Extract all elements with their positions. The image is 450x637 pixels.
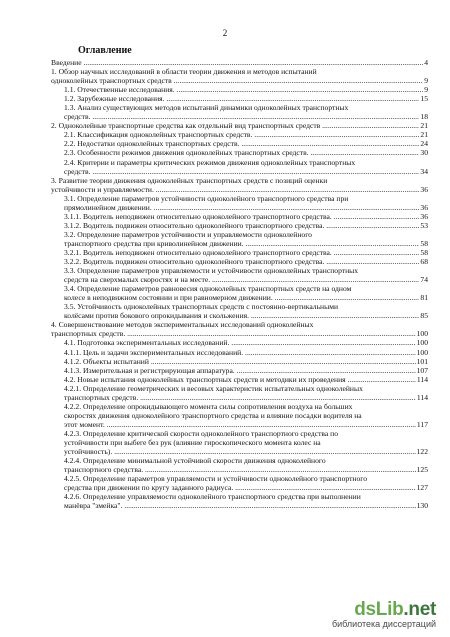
toc-entry[interactable]	[51, 366, 428, 375]
toc-entry-text: транспортного средства. .....	[64, 465, 428, 474]
toc-entry-page: 30	[420, 148, 428, 158]
toc-entry-text: транспортных средств. .....	[64, 393, 428, 402]
toc-entry-page: 58	[420, 247, 428, 257]
toc-entry-text: 1.2. Зарубежные исследования. .....	[64, 94, 428, 103]
page-number: 2	[222, 28, 228, 38]
toc-entry-page: 117	[416, 419, 428, 429]
toc-entry[interactable]	[51, 139, 428, 148]
toc-entry-text: манёвра "змейка". .....	[64, 501, 428, 510]
toc-entry-text: средств. .....	[64, 167, 428, 176]
toc-entry[interactable]	[51, 357, 428, 366]
toc-entry-text: устойчивости при выбеге без рук (влияние гироскопического момента колес на	[64, 437, 321, 447]
toc-entry-text: 2.1. Классификация одноколейных транспортных средств. .....	[64, 130, 428, 139]
toc-entry-page: 58	[420, 238, 428, 248]
toc-entry-page: 74	[420, 275, 428, 285]
toc-entry-page: 85	[420, 311, 428, 321]
watermark-subtitle: библиотека диссертаций	[331, 619, 436, 629]
toc-entry[interactable]	[51, 384, 428, 402]
toc-entry-page: 4	[424, 58, 428, 67]
toc-entry-text: устойчивость). .....	[64, 447, 428, 456]
toc-entry[interactable]	[51, 194, 428, 212]
toc-entry-text: 4.1. Подготовка экспериментальных исследований. .....	[64, 338, 428, 347]
toc-entry-text: 4.2.5. Определение параметров управляемости и устойчивости одноколейного транспортного	[64, 474, 368, 484]
toc-entry-page: 53	[420, 220, 428, 230]
toc-entry-page: 122	[416, 447, 428, 457]
toc-entry[interactable]	[51, 375, 428, 384]
toc-entry[interactable]	[51, 85, 428, 94]
toc-entry-text: средства при движении по кругу заданного радиуса. .....	[64, 483, 428, 492]
toc-entry[interactable]	[51, 130, 428, 139]
toc-entry-text: 1. Обзор научных исследований в области теории движения и методов испытаний	[51, 67, 317, 77]
toc-entry-text: 4.2.2. Определение опрокидывающего момента силы сопротивления воздуха на больших	[64, 401, 353, 411]
toc-entry-text: 4.1.1. Цель и задачи экспериментальных исследований. .....	[64, 348, 428, 357]
toc-title: Оглавление	[78, 45, 132, 56]
toc-entry-text: одноколейных транспортных средств .....	[51, 76, 428, 85]
toc-entry-page: 100	[416, 329, 428, 339]
toc-entry-page: 68	[420, 257, 428, 267]
toc-entry[interactable]	[51, 248, 428, 257]
toc-entry-text: 4. Совершенствование методов экспериментальных исследований одноколейных	[51, 320, 314, 330]
toc-entry[interactable]	[51, 320, 428, 338]
toc-entry-text: транспортных средств. .....	[51, 329, 428, 338]
toc-entry[interactable]	[51, 266, 428, 284]
toc-entry-text: 3.1.1. Водитель неподвижен относительно одноколейного транспортного средства. .....	[64, 212, 428, 221]
toc-entry-text: 3.3. Определение параметров управляемости и устойчивости одноколейных транспортных	[64, 266, 359, 276]
toc-entry-text: 3.2.2. Водитель подвижен относительно одноколейного транспортного средства. .....	[64, 257, 428, 266]
toc-entry-text: Введение .....	[51, 58, 428, 67]
toc-entry-page: 125	[416, 465, 428, 475]
toc-entry-text: 2. Одноколейные транспортные средства как отдельный вид транспортных средств .....	[51, 121, 428, 130]
toc-entry-text: 4.1.2. Объекты испытаний .....	[64, 357, 428, 366]
toc-entry[interactable]	[51, 58, 428, 67]
toc-entry-page: 81	[420, 293, 428, 303]
toc-entry-page: 15	[420, 94, 428, 104]
toc-entry-text: 4.2.3. Определение критической скорости одноколейного транспортного средства по	[64, 428, 339, 438]
toc-entry-text: 3.2.1. Водитель неподвижен относительно одноколейного транспортного средства. .....	[64, 248, 428, 257]
toc-entry[interactable]	[51, 492, 428, 510]
toc-entry-text: колесе в неподвижном состоянии и при равномерном движении. .....	[64, 293, 428, 302]
toc-entry[interactable]	[51, 176, 428, 194]
toc-entry-text: 2.2. Недостатки одноколейных транспортных средств. .....	[64, 139, 428, 148]
toc-entry-text: скоростях движения одноколейного транспортного средства и влияние посадки водителя на	[64, 410, 362, 420]
toc-entry-text: 4.2.1. Определение геометрических и весовых характеристик испытательных одноколейных	[64, 383, 363, 393]
toc-entry-text: транспортного средства при криволинейном движении. .....	[64, 239, 428, 248]
toc-entry[interactable]	[51, 158, 428, 176]
watermark-logo-main: dsLib	[354, 599, 404, 620]
toc-entry-text: 3.4. Определение параметров равновесия одноколейных транспортных средств на одном	[64, 284, 352, 294]
toc-entry[interactable]	[51, 121, 428, 130]
toc-entry-text: 4.2. Новые испытания одноколейных транспортных средств и методики их проведения .....	[64, 375, 428, 384]
toc-entry-page: 21	[420, 121, 428, 131]
toc-entry-page: 107	[416, 365, 428, 375]
toc-entry[interactable]	[51, 302, 428, 320]
toc-entry-text: 2.4. Критерии и параметры критических режимов движения одноколейных транспортных	[64, 157, 356, 167]
toc-entry[interactable]	[51, 212, 428, 221]
toc-entry-page: 101	[416, 356, 428, 366]
toc-entry[interactable]	[51, 474, 428, 492]
toc-entry-text: 4.2.4. Определение минимальной устойчивой скорости движения одноколейного	[64, 456, 326, 466]
watermark-logo-tld: .net	[403, 599, 436, 620]
toc-entry-text: средств. .....	[64, 112, 428, 121]
toc-entry-page: 114	[416, 374, 428, 384]
toc-entry-text: средств на сверхмалых скоростях и на месте. .....	[64, 275, 428, 284]
toc-entry-text: 3.2. Определение параметров устойчивости и управляемости одноколейного	[64, 229, 312, 239]
toc-entry[interactable]	[51, 230, 428, 248]
toc-entry-page: 100	[416, 338, 428, 348]
toc-entry-page: 9	[424, 76, 428, 86]
toc-entry-page: 9	[424, 85, 428, 95]
toc-entry-page: 36	[420, 184, 428, 194]
toc-entry-text: 3.1.2. Водитель подвижен относительно одноколейного транспортного средства. .....	[64, 221, 428, 230]
toc-entry-text: 1.3. Анализ существующих методов испытаний динамики одноколейных транспортных	[64, 103, 349, 113]
toc-entry[interactable]	[51, 103, 428, 121]
toc-entry[interactable]	[51, 257, 428, 266]
watermark	[332, 599, 436, 629]
watermark-logo	[332, 599, 436, 621]
toc-entry[interactable]	[51, 67, 428, 85]
toc-entry-text: прямолинейном движении. .....	[64, 203, 428, 212]
toc-entry-page: 114	[416, 392, 428, 402]
toc-entry-page: 34	[420, 166, 428, 176]
toc-entry[interactable]	[51, 348, 428, 357]
toc-entry[interactable]	[51, 338, 428, 347]
toc-entry-text: этот момент. .....	[64, 420, 428, 429]
toc-entry-text: 3.5. Устойчивость одноколейных транспортных средств с постоянно-вертикальными	[64, 302, 339, 312]
toc-entry[interactable]	[51, 221, 428, 230]
toc-entry-page: 36	[420, 211, 428, 221]
toc-entry[interactable]	[51, 94, 428, 103]
toc-entry[interactable]	[51, 402, 428, 429]
toc-entry[interactable]	[51, 456, 428, 474]
toc-entry-text: устойчивости и управляемости. .....	[51, 185, 428, 194]
toc-entry-page: 100	[416, 347, 428, 357]
toc-entry[interactable]	[51, 429, 428, 456]
toc-entry-text: 2.3. Особенности режимов движения одноколейных транспортных средств. .....	[64, 148, 428, 157]
toc-entry-page: 130	[416, 501, 428, 511]
toc-entry[interactable]	[51, 148, 428, 157]
toc-entry-page: 18	[420, 112, 428, 122]
toc-entry-text: колёсами против бокового опрокидывания и скольжения. .....	[64, 311, 428, 320]
toc-entry-page: 127	[416, 483, 428, 493]
toc-entry-page: 24	[420, 139, 428, 149]
table-of-contents	[51, 58, 428, 510]
toc-entry-text: 3.1. Определение параметров устойчивости одноколейного транспортного средства при	[64, 193, 349, 203]
toc-entry-text: 4.1.3. Измерительная и регистрирующая аппаратура. .....	[64, 366, 428, 375]
toc-entry[interactable]	[51, 284, 428, 302]
toc-entry-text: 1.1. Отечественные исследования. .....	[64, 85, 428, 94]
toc-entry-page: 36	[420, 202, 428, 212]
toc-entry-text: 3. Развитие теории движения одноколейных транспортных средств с позиций оценки	[51, 175, 328, 185]
toc-entry-text: 4.2.6. Определение управляемости одноколейного транспортного средства при выполнении	[64, 492, 361, 502]
toc-entry-page: 21	[420, 130, 428, 140]
